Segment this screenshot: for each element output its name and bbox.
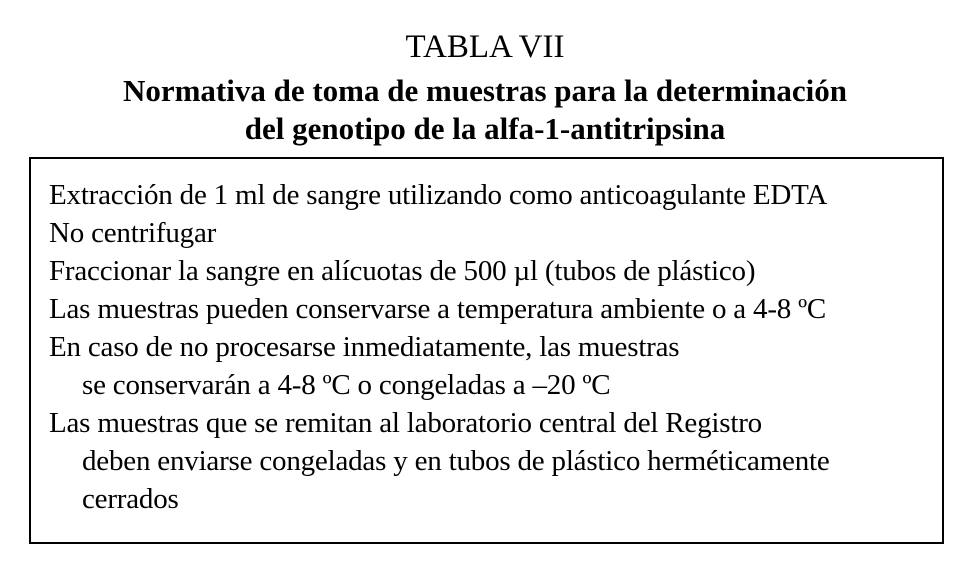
row-text: En caso de no procesarse inmediatamente, las muestras [49,331,680,363]
table-row [49,328,942,404]
row-text-continuation: se conservarán a 4-8 ºC o congeladas a –20 ºC [82,369,611,401]
table-row [49,290,942,328]
table-row [49,404,942,518]
table-label: TABLA VII [405,29,565,65]
row-text-continuation: cerrados [82,483,179,515]
row-text: No centrifugar [49,217,217,249]
row-text: Las muestras pueden conservarse a temperatura ambiente o a 4-8 ºC [49,293,827,325]
row-text: Extracción de 1 ml de sangre utilizando como anticoagulante EDTA [49,179,828,211]
row-text: Fraccionar la sangre en alícuotas de 500 µl (tubos de plástico) [49,255,756,287]
table-title [0,72,970,148]
table-row [49,252,942,290]
row-text: Las muestras que se remitan al laboratorio central del Registro [49,407,762,439]
table-rows [49,176,942,518]
table-box [29,157,944,544]
table-title-line: Normativa de toma de muestras para la determinación [122,73,848,108]
table-row [49,214,942,252]
row-text-continuation: deben enviarse congeladas y en tubos de plástico herméticamente [82,445,830,477]
table-row [49,176,942,214]
table-title-line: del genotipo de la alfa-1-antitripsina [244,111,726,146]
